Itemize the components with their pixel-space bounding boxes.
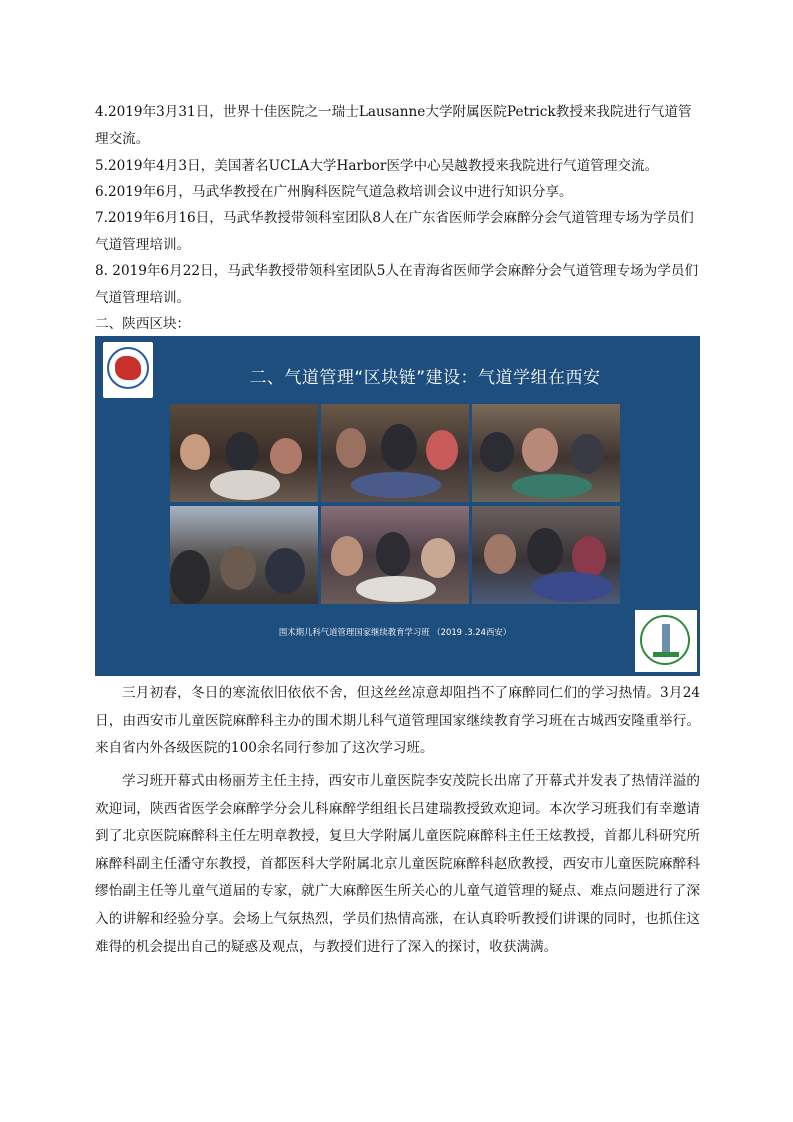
slide-caption: 围术期儿科气道管理国家继续教育学习班 （2019 .3.24西安） [278, 627, 512, 637]
list-item-4: 4.2019年3月31日，世界十佳医院之一瑞士Lausanne大学附属医院Petrick教授来我院进行气道管理交流。 [95, 104, 692, 147]
event-photo-4 [170, 506, 318, 604]
association-logo [103, 342, 153, 398]
list-item-5: 5.2019年4月3日，美国著名UCLA大学Harbor医学中心吴越教授来我院进行气道管理交流。 [95, 158, 659, 174]
paragraph-2: 学习班开幕式由杨丽芳主任主持，西安市儿童医院李安茂院长出席了开幕式并发表了热情洋溢的欢迎词，陕西省医学会麻醉学分会儿科麻醉学组组长吕建瑞教授致欢迎词。本次学习班我们有幸邀请到了北京医院麻醉科主任左明章教授，复旦大学附属儿童医院麻醉科主任王炫教授，首都儿科研究所麻醉科副主任潘守东教授，首都医科大学附属北京儿童医院麻醉科赵欣教授，西安市儿童医院麻醉科缪怡副主任等儿童气道届的专家，就广大麻醉医生所关心的儿童气道管理的疑点、难点问题进行了深入的讲解和经验分享。会场上气氛热烈，学员们热情高涨，在认真聆听教授们讲课的同时，也抓住这难得的机会提出自己的疑惑及观点，与教授们进行了深入的探讨，收获满满。 [95, 773, 700, 955]
event-photo-5 [321, 506, 469, 604]
event-photo-3 [472, 404, 620, 502]
slide-title: 二、气道管理“区块链”建设：气道学组在西安 [249, 368, 601, 388]
event-photo-6 [472, 506, 620, 604]
hospital-logo [635, 610, 697, 672]
paragraph-1: 三月初春，冬日的寒流依旧依依不舍，但这丝丝凉意却阻挡不了麻醉同仁们的学习热情。3月24日，由西安市儿童医院麻醉科主办的围术期儿科气道管理国家继续教育学习班在古城西安隆重举行。来自省内外各级医院的100余名同行参加了这次学习班。 [95, 685, 700, 757]
slide-image [95, 336, 700, 676]
list-item-8: 8. 2019年6月22日，马武华教授带领科室团队5人在青海省医师学会麻醉分会气道管理专场为学员们气道管理培训。 [95, 263, 699, 306]
event-photo-1 [170, 404, 318, 502]
event-photo-2 [321, 404, 469, 502]
list-item-6: 6.2019年6月，马武华教授在广州胸科医院气道急救培训会议中进行知识分享。 [95, 184, 573, 200]
list-item-7: 7.2019年6月16日，马武华教授带领科室团队8人在广东省医师学会麻醉分会气道管理专场为学员们气道管理培训。 [95, 210, 694, 253]
section-heading: 二、陕西区块： [95, 316, 191, 332]
